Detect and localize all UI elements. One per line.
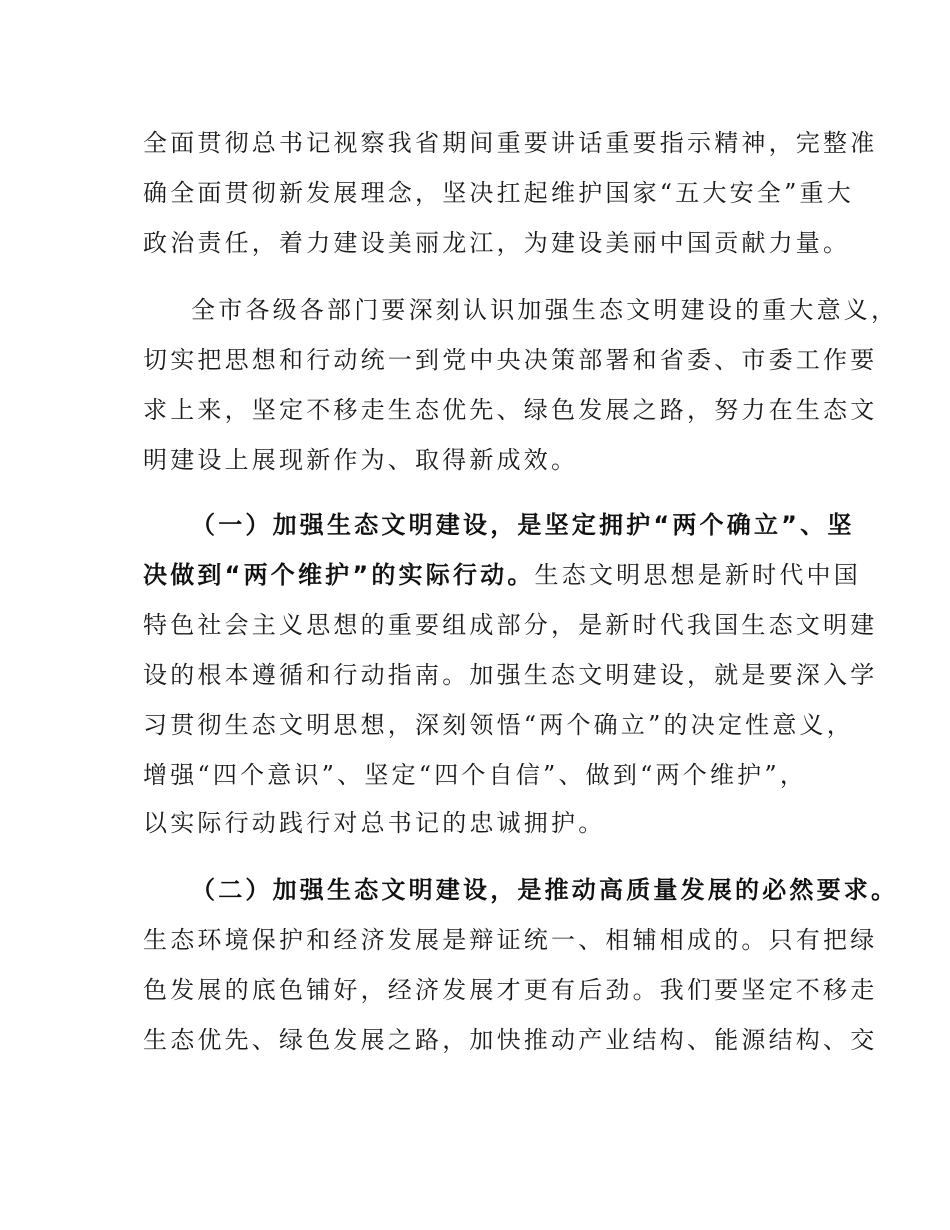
section-1-line-7: 以实际行动践行对总书记的忠诚拥护。 <box>143 809 606 837</box>
intro-line-3: 政治责任，着力建设美丽龙江，为建设美丽中国贡献力量。 <box>143 229 851 257</box>
paragraph-2-line-1: 全市各级各部门要深刻认识加强生态文明建设的重大意义， <box>191 296 899 324</box>
section-1-line-4: 设的根本遵循和行动指南。加强生态文明建设，就是要深入学 <box>143 661 878 689</box>
section-2-line-4: 生态优先、绿色发展之路，加快推动产业结构、能源结构、交 <box>143 1026 878 1054</box>
section-1-line-2-text: 生态文明思想是新时代中国 <box>534 561 861 589</box>
section-2-heading: （二）加强生态文明建设，是推动高质量发展的必然要求。 <box>191 876 899 904</box>
intro-line-2: 确全面贯彻新发展理念，坚决扛起维护国家“五大安全”重大 <box>143 179 854 207</box>
paragraph-2-line-2: 切实把思想和行动统一到党中央决策部署和省委、市委工作要 <box>143 346 878 374</box>
section-1-heading-line-1: （一）加强生态文明建设，是坚定拥护“两个确立”、坚 <box>191 511 855 539</box>
intro-line-1: 全面贯彻总书记视察我省期间重要讲话重要指示精神，完整准 <box>143 129 878 157</box>
section-1-line-5: 习贯彻生态文明思想，深刻领悟“两个确立”的决定性意义， <box>143 711 854 739</box>
paragraph-2-line-3: 求上来，坚定不移走生态优先、绿色发展之路，努力在生态文 <box>143 396 878 424</box>
section-2-line-2: 生态环境保护和经济发展是辩证统一、相辅相成的。只有把绿 <box>143 926 878 954</box>
section-1-heading-line-2: 决做到“两个维护”的实际行动。 <box>143 561 535 589</box>
section-1-line-3: 特色社会主义思想的重要组成部分，是新时代我国生态文明建 <box>143 611 878 639</box>
paragraph-2-line-4: 明建设上展现新作为、取得新成效。 <box>143 446 579 474</box>
section-2-line-3: 色发展的底色铺好，经济发展才更有后劲。我们要坚定不移走 <box>143 976 878 1004</box>
section-1-line-6: 增强“四个意识”、坚定“四个自信”、做到“两个维护”， <box>143 761 808 789</box>
section-1-line-2 <box>143 560 861 590</box>
